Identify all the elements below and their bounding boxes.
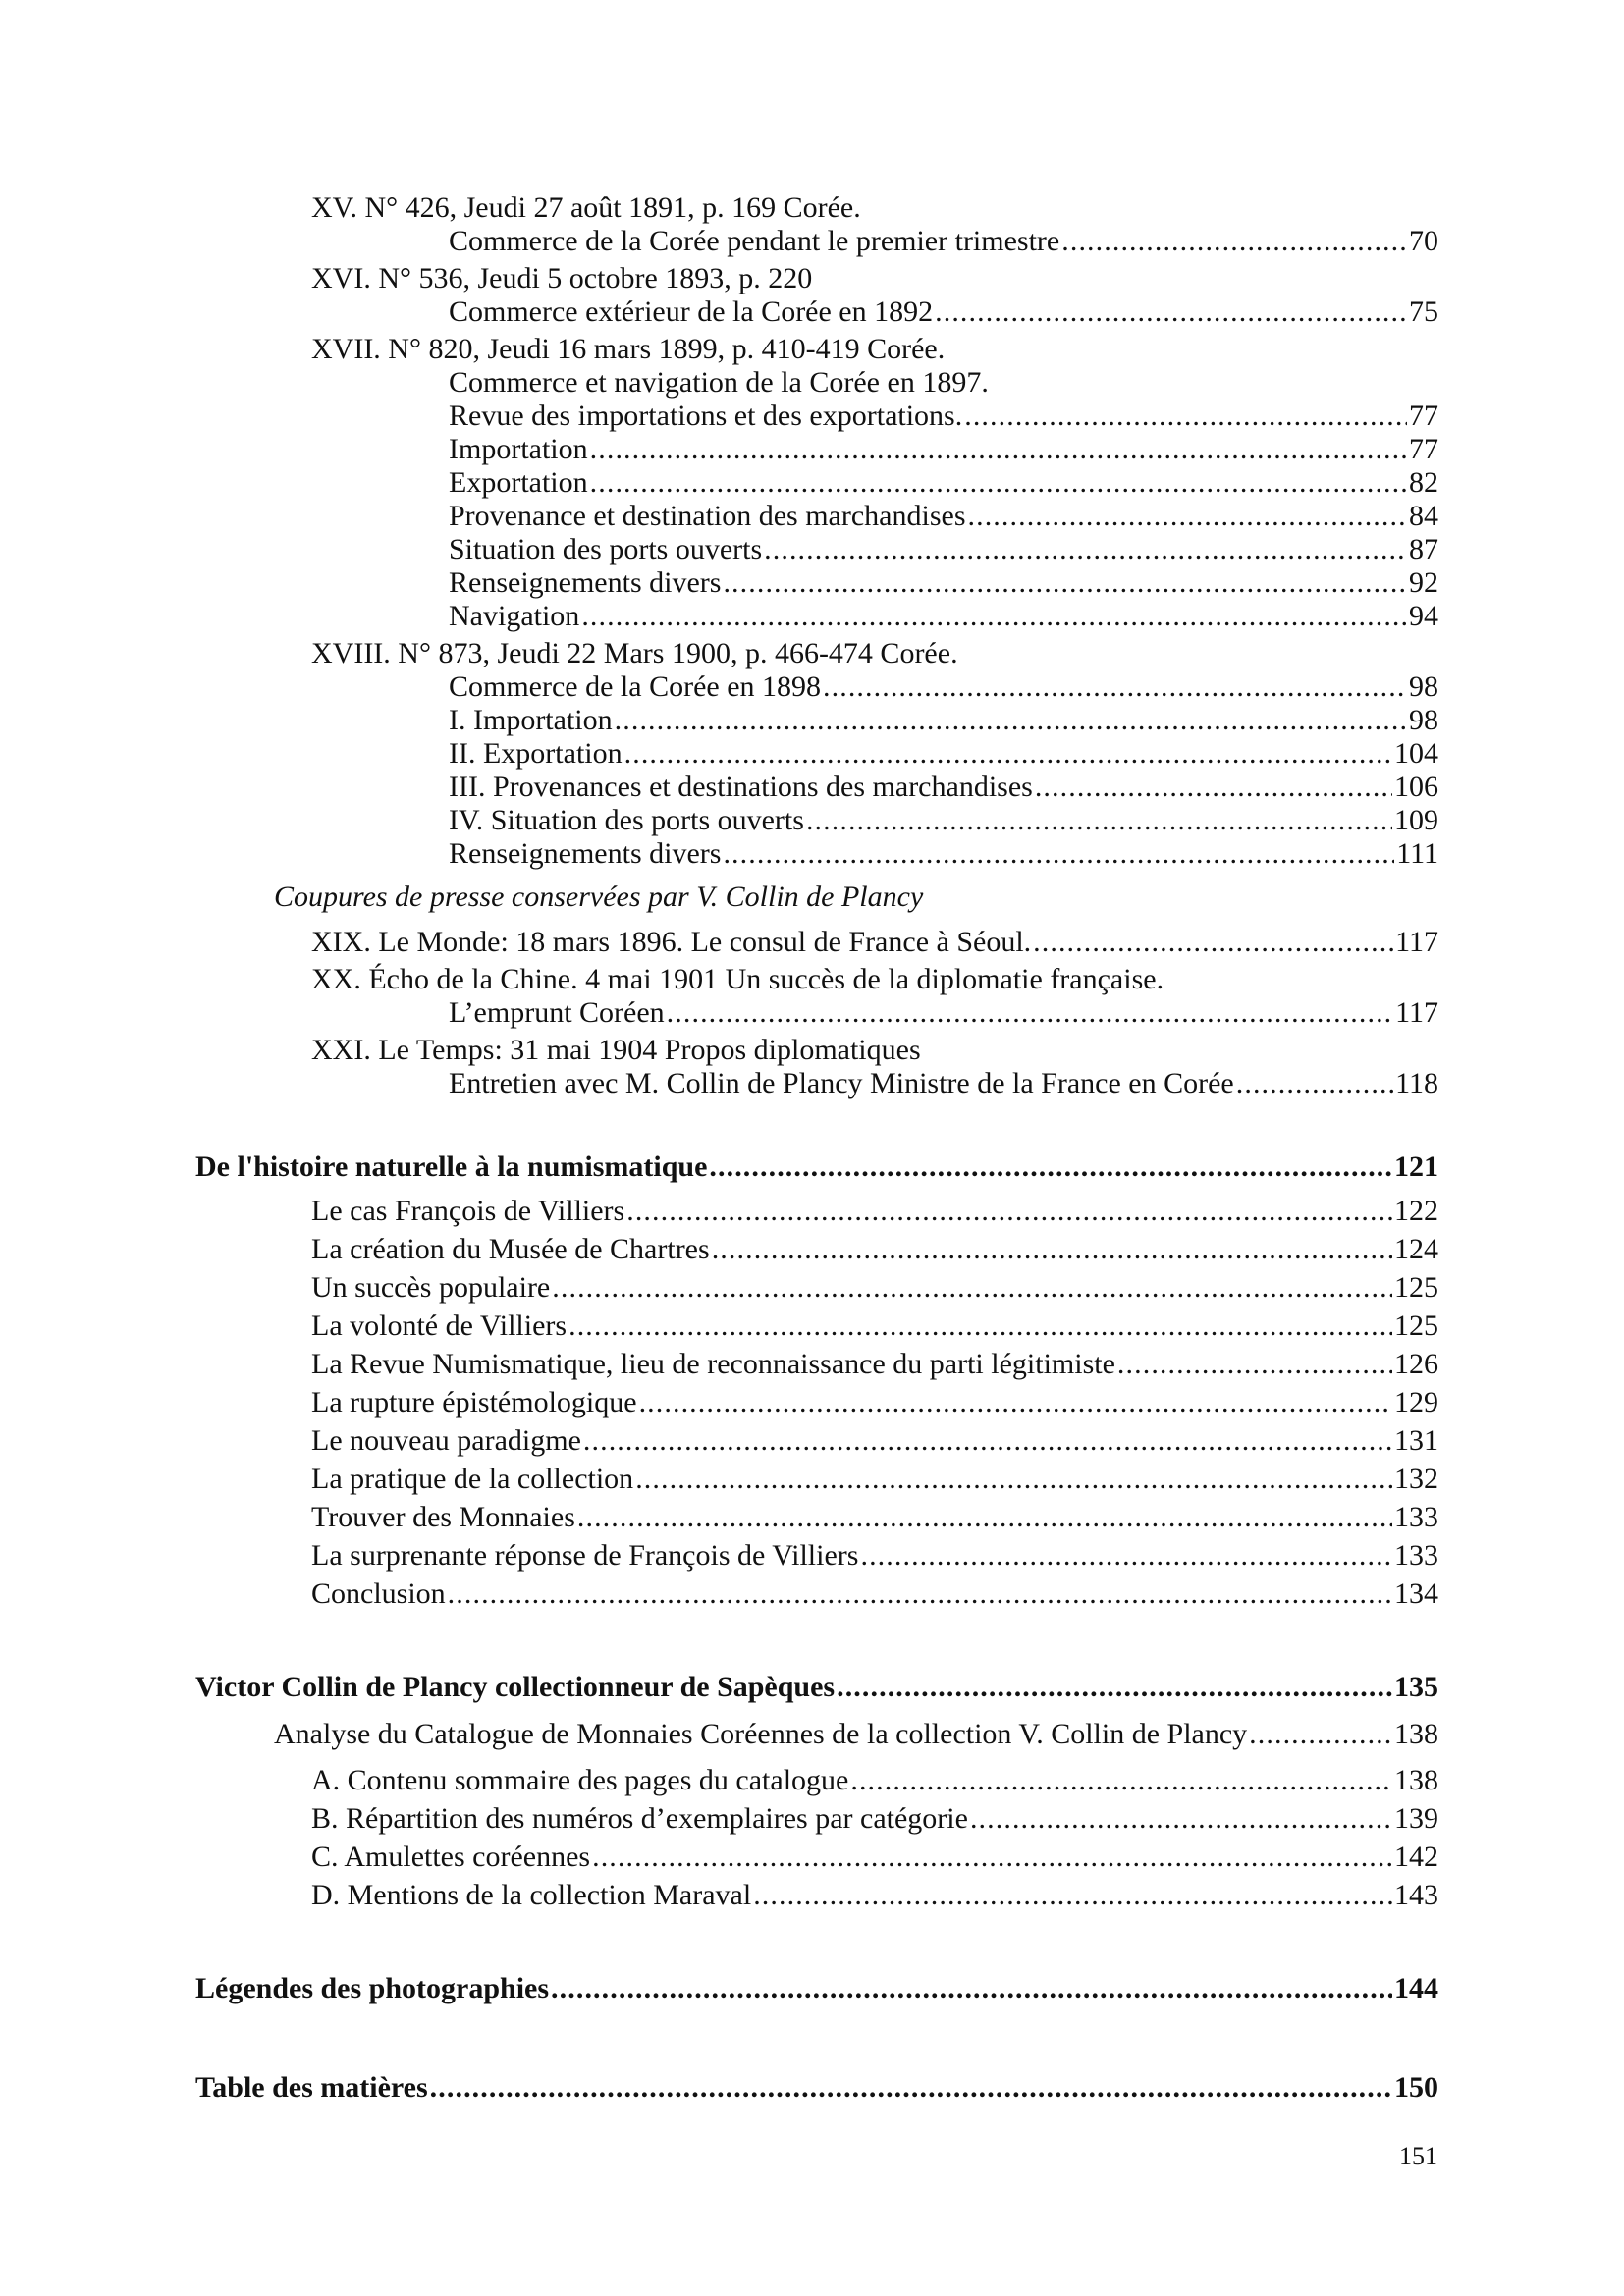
toc-entry-text: Table des matières — [195, 2071, 428, 2104]
toc-entry-heading — [311, 262, 1438, 295]
toc-entry-text: La pratique de la collection — [311, 1463, 634, 1495]
toc-entry — [311, 926, 1438, 959]
toc-entry-text: II. Exportation — [449, 737, 623, 770]
toc-entry-page: 144 — [1394, 1972, 1438, 2004]
dot-leader — [590, 433, 1407, 466]
dot-leader — [615, 704, 1407, 737]
toc-entry-heading — [449, 366, 1438, 400]
toc-chapter — [195, 1671, 1438, 1704]
toc-entry-page: 143 — [1394, 1879, 1438, 1911]
toc-entry — [449, 837, 1438, 871]
toc-entry-text: De l'histoire naturelle à la numismatique — [195, 1150, 708, 1183]
dot-leader — [624, 737, 1392, 771]
toc-entry-text: Victor Collin de Plancy collectionneur de Sapèques — [195, 1671, 836, 1703]
toc-entry — [274, 1718, 1438, 1751]
dot-leader — [635, 1463, 1392, 1496]
dot-leader — [1236, 1067, 1393, 1100]
toc-subsection-title — [274, 881, 1438, 914]
toc-entry-page: 131 — [1394, 1424, 1438, 1457]
toc-entry-page: 138 — [1394, 1718, 1438, 1750]
toc-chapter — [195, 1972, 1438, 2005]
toc-entry-text: XX. Écho de la Chine. 4 mai 1901 Un succès de la diplomatie française. — [311, 963, 1164, 995]
toc-entry-text: Renseignements divers — [449, 837, 722, 870]
toc-entry — [449, 804, 1438, 837]
toc-entry-text: Renseignements divers — [449, 566, 722, 599]
dot-leader — [823, 670, 1407, 704]
dot-leader — [639, 1386, 1392, 1419]
toc-entry-page: 117 — [1395, 996, 1438, 1029]
toc-entry — [311, 1271, 1438, 1305]
toc-entry — [311, 1501, 1438, 1534]
toc-entry — [311, 1309, 1438, 1343]
dot-leader — [577, 1501, 1392, 1534]
toc-entry-text: III. Provenances et destinations des marchandises — [449, 771, 1033, 803]
toc-entry-heading — [311, 191, 1438, 225]
toc-entry-text: Revue des importations et des exportations. — [449, 400, 963, 432]
toc-entry-text: Situation des ports ouverts — [449, 533, 763, 565]
toc-chapter — [195, 1150, 1438, 1184]
toc-entry-text: La Revue Numismatique, lieu de reconnaissance du parti légitimiste — [311, 1348, 1115, 1380]
toc-entry-text: XIX. Le Monde: 18 mars 1896. Le consul de France à Séoul. — [311, 926, 1032, 958]
toc-entry-text: La volonté de Villiers — [311, 1309, 568, 1342]
dot-leader — [1117, 1348, 1392, 1381]
toc-entry — [311, 1386, 1438, 1419]
dot-leader — [590, 466, 1407, 500]
toc-entry-text: Commerce de la Corée en 1898 — [449, 670, 822, 703]
toc-entry-page: 82 — [1409, 466, 1438, 499]
toc-entry-text: XV. N° 426, Jeudi 27 août 1891, p. 169 Corée. — [311, 191, 861, 224]
toc-entry — [449, 670, 1438, 704]
toc-entry-page: 124 — [1394, 1233, 1438, 1265]
toc-entry-page: 132 — [1394, 1463, 1438, 1495]
dot-leader — [753, 1879, 1392, 1912]
toc-entry — [449, 566, 1438, 600]
toc-entry-text: XXI. Le Temps: 31 mai 1904 Propos diplomatiques — [311, 1034, 921, 1066]
toc-entry-page: 129 — [1394, 1386, 1438, 1418]
toc-entry-text: La surprenante réponse de François de Villiers — [311, 1539, 859, 1572]
dot-leader — [709, 1150, 1392, 1184]
toc-entry-text: Commerce de la Corée pendant le premier trimestre — [449, 225, 1060, 257]
toc-entry-page: 109 — [1394, 804, 1438, 836]
dot-leader — [1061, 225, 1407, 258]
dot-leader — [968, 500, 1408, 533]
toc-entry-page: 104 — [1394, 737, 1438, 770]
toc-entry-page: 98 — [1409, 670, 1438, 703]
toc-entry-page: 138 — [1394, 1764, 1438, 1796]
toc-entry-page: 135 — [1394, 1671, 1438, 1703]
toc-entry — [311, 1195, 1438, 1228]
toc-entry-page: 77 — [1409, 433, 1438, 465]
toc-entry-text: Trouver des Monnaies — [311, 1501, 575, 1533]
toc-entry — [449, 466, 1438, 500]
dot-leader — [581, 600, 1407, 633]
toc-entry-text: XVIII. N° 873, Jeudi 22 Mars 1900, p. 466-474 Corée. — [311, 637, 958, 669]
toc-entry — [311, 1841, 1438, 1874]
toc-entry-page: 142 — [1394, 1841, 1438, 1873]
dot-leader — [837, 1671, 1392, 1704]
toc-entry-text: B. Répartition des numéros d’exemplaires par catégorie — [311, 1802, 968, 1835]
dot-leader — [964, 400, 1407, 433]
toc-entry-page: 75 — [1409, 295, 1438, 328]
toc-entry-text: XVII. N° 820, Jeudi 16 mars 1899, p. 410-419 Corée. — [311, 333, 946, 365]
dot-leader — [935, 295, 1407, 329]
toc-entry-page: 121 — [1394, 1150, 1438, 1183]
toc-entry-text: I. Importation — [449, 704, 613, 736]
toc-entry-text: D. Mentions de la collection Maraval — [311, 1879, 752, 1911]
dot-leader — [1249, 1718, 1392, 1751]
toc-entry — [449, 433, 1438, 466]
dot-leader — [850, 1764, 1392, 1797]
toc-entry-page: 70 — [1409, 225, 1438, 257]
toc-entry-page: 133 — [1394, 1539, 1438, 1572]
toc-entry — [449, 295, 1438, 329]
toc-entry-page: 106 — [1394, 771, 1438, 803]
toc-entry-page: 118 — [1395, 1067, 1438, 1099]
toc-entry-text: Analyse du Catalogue de Monnaies Coréennes de la collection V. Collin de Plancy — [274, 1718, 1248, 1750]
toc-entry-text: Commerce extérieur de la Corée en 1892 — [449, 295, 934, 328]
dot-leader — [448, 1577, 1392, 1611]
toc-chapter — [195, 2071, 1438, 2105]
toc-entry-page: 122 — [1394, 1195, 1438, 1227]
toc-entry-text: Un succès populaire — [311, 1271, 551, 1304]
toc-entry-text: L’emprunt Coréen — [449, 996, 665, 1029]
toc-entry-page: 87 — [1409, 533, 1438, 565]
toc-entry-page: 139 — [1394, 1802, 1438, 1835]
toc-entry-text: Exportation — [449, 466, 588, 499]
toc-entry-text: C. Amulettes coréennes — [311, 1841, 591, 1873]
toc-entry — [311, 1577, 1438, 1611]
toc-entry — [311, 1802, 1438, 1836]
toc-entry-text: Coupures de presse conservées par V. Collin de Plancy — [274, 881, 924, 913]
toc-entry-page: 125 — [1394, 1309, 1438, 1342]
toc-entry — [449, 500, 1438, 533]
dot-leader — [712, 1233, 1392, 1266]
dot-leader — [970, 1802, 1392, 1836]
dot-leader — [568, 1309, 1392, 1343]
toc-entry — [449, 600, 1438, 633]
toc-entry-text: Navigation — [449, 600, 580, 632]
dot-leader — [723, 566, 1407, 600]
toc-entry-heading — [311, 1034, 1438, 1067]
dot-leader — [860, 1539, 1392, 1573]
toc-entry-text: Conclusion — [311, 1577, 446, 1610]
toc-entry-page: 134 — [1394, 1577, 1438, 1610]
toc-entry — [311, 1879, 1438, 1912]
toc-entry-page: 84 — [1409, 500, 1438, 532]
toc-entry-page: 111 — [1396, 837, 1438, 870]
toc-entry — [449, 771, 1438, 804]
toc-entry-page: 77 — [1409, 400, 1438, 432]
toc-entry-page: 94 — [1409, 600, 1438, 632]
toc-entry — [311, 1539, 1438, 1573]
toc-entry-page: 126 — [1394, 1348, 1438, 1380]
toc-entry — [311, 1463, 1438, 1496]
toc-entry-text: Provenance et destination des marchandises — [449, 500, 966, 532]
toc-entry-page: 133 — [1394, 1501, 1438, 1533]
dot-leader — [430, 2071, 1392, 2105]
toc-entry — [311, 1348, 1438, 1381]
toc-entry-text: Le cas François de Villiers — [311, 1195, 625, 1227]
toc-entry — [311, 1233, 1438, 1266]
toc-entry — [449, 1067, 1438, 1100]
dot-leader — [806, 804, 1392, 837]
toc-entry-text: Le nouveau paradigme — [311, 1424, 581, 1457]
toc-entry-heading — [311, 963, 1438, 996]
dot-leader — [723, 837, 1394, 871]
toc-entry-heading — [311, 333, 1438, 366]
dot-leader — [626, 1195, 1392, 1228]
toc-entry-text: La rupture épistémologique — [311, 1386, 637, 1418]
toc-entry-text: Importation — [449, 433, 588, 465]
dot-leader — [592, 1841, 1392, 1874]
dot-leader — [552, 1271, 1392, 1305]
page-number: 151 — [1399, 2142, 1437, 2170]
dot-leader — [583, 1424, 1392, 1458]
dot-leader — [764, 533, 1407, 566]
toc-entry-text: La création du Musée de Chartres — [311, 1233, 710, 1265]
toc-entry-heading — [311, 637, 1438, 670]
toc-entry — [311, 1764, 1438, 1797]
toc-entry — [311, 1424, 1438, 1458]
toc-entry — [449, 533, 1438, 566]
toc-entry-page: 150 — [1394, 2071, 1438, 2104]
toc-entry-text: Commerce et navigation de la Corée en 1897. — [449, 366, 989, 399]
toc-entry-text: XVI. N° 536, Jeudi 5 octobre 1893, p. 220 — [311, 262, 813, 294]
toc-entry-page: 125 — [1394, 1271, 1438, 1304]
toc-entry-text: Légendes des photographies — [195, 1972, 550, 2004]
toc-entry-page: 117 — [1395, 926, 1438, 958]
toc-entry-text: A. Contenu sommaire des pages du catalogue — [311, 1764, 849, 1796]
toc-entry-text: IV. Situation des ports ouverts — [449, 804, 804, 836]
toc-entry — [449, 704, 1438, 737]
toc-entry-page: 92 — [1409, 566, 1438, 599]
toc-entry-text: Entretien avec M. Collin de Plancy Ministre de la France en Corée — [449, 1067, 1234, 1099]
toc-entry-page: 98 — [1409, 704, 1438, 736]
dot-leader — [1035, 771, 1392, 804]
dot-leader — [667, 996, 1393, 1030]
dot-leader — [551, 1972, 1392, 2005]
toc-entry — [449, 225, 1438, 258]
toc-entry — [449, 400, 1438, 433]
toc-entry — [449, 737, 1438, 771]
toc-entry — [449, 996, 1438, 1030]
dot-leader — [1033, 926, 1393, 959]
